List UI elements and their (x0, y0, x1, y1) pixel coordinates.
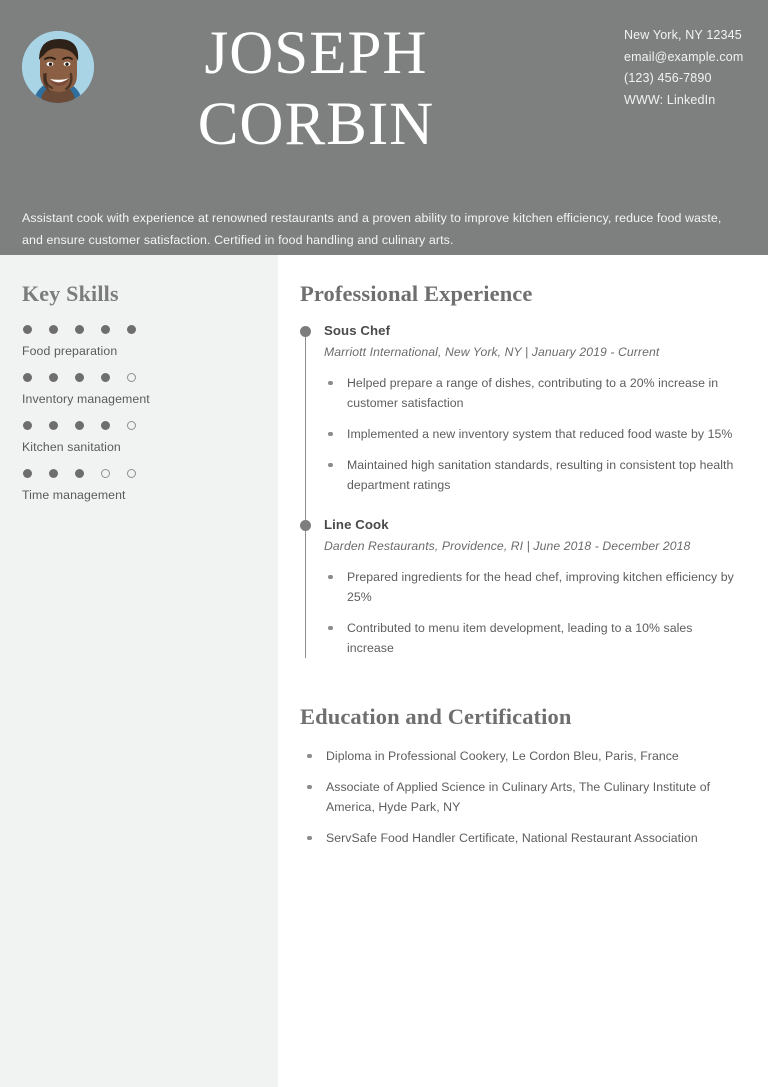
job-bullet: Prepared ingredients for the head chef, improving kitchen efficiency by 25% (324, 567, 742, 607)
education-item: Diploma in Professional Cookery, Le Cordon Bleu, Paris, France (303, 746, 742, 766)
education-item: Associate of Applied Science in Culinary Arts, The Culinary Institute of America, Hyde Park, NY (303, 777, 742, 817)
job-title: Sous Chef (324, 323, 391, 338)
rating-dot-filled (75, 325, 84, 334)
rating-dot-filled (75, 373, 84, 382)
skill-item (22, 469, 256, 504)
job-meta: Darden Restaurants, Providence, RI | June 2018 - December 2018 (324, 539, 691, 553)
rating-dot-filled (23, 325, 32, 334)
contact-address: New York, NY 12345 (624, 28, 742, 42)
rating-dot-filled (23, 469, 32, 478)
main-content (278, 255, 768, 1087)
rating-dot-filled (23, 373, 32, 382)
rating-dot-filled (127, 325, 136, 334)
rating-dot-filled (49, 469, 58, 478)
contact-email[interactable]: email@example.com (624, 49, 744, 64)
contact-website[interactable]: WWW: LinkedIn (624, 92, 716, 107)
education-list (300, 746, 742, 848)
rating-dot-filled (101, 373, 110, 382)
job-bullet: Contributed to menu item development, leading to a 10% sales increase (324, 618, 742, 658)
job-bullet: Maintained high sanitation standards, resulting in consistent top health department ratings (324, 455, 742, 495)
skill-label: Time management (22, 488, 126, 502)
education-section (300, 704, 742, 848)
skill-label: Kitchen sanitation (22, 440, 121, 454)
rating-dot-empty (127, 469, 136, 478)
contact-block (514, 25, 744, 111)
skill-rating-dots (22, 469, 256, 478)
resume-header (0, 0, 768, 255)
rating-dot-empty (127, 373, 136, 382)
timeline-marker-icon (300, 520, 311, 531)
job-bullet-list (324, 567, 742, 658)
rating-dot-empty (101, 469, 110, 478)
education-heading: Education and Certification (300, 704, 572, 729)
skill-item (22, 421, 256, 456)
job-title: Line Cook (324, 517, 389, 532)
rating-dot-filled (49, 373, 58, 382)
last-name: CORBIN (197, 91, 435, 158)
rating-dot-empty (127, 421, 136, 430)
rating-dot-filled (75, 421, 84, 430)
education-item: ServSafe Food Handler Certificate, National Restaurant Association (303, 828, 742, 848)
name-block (106, 18, 526, 160)
skill-label: Inventory management (22, 392, 150, 406)
job-meta: Marriott International, New York, NY | January 2019 - Current (324, 345, 660, 359)
skill-rating-dots (22, 421, 256, 430)
experience-timeline (300, 323, 742, 658)
skill-item (22, 373, 256, 408)
sidebar (0, 255, 278, 1087)
experience-heading: Professional Experience (300, 281, 533, 306)
skill-label: Food preparation (22, 344, 118, 358)
timeline-rail (305, 332, 307, 658)
contact-phone[interactable]: (123) 456-7890 (624, 71, 712, 85)
avatar (22, 31, 94, 103)
rating-dot-filled (75, 469, 84, 478)
header-top-row (0, 0, 768, 190)
experience-entry (324, 517, 742, 658)
professional-summary: Assistant cook with experience at renowned restaurants and a proven ability to improve kitchen efficiency, reduce food waste, and ensure customer satisfaction. Certified in food handling and culinary arts. (22, 211, 722, 247)
job-bullet-list (324, 373, 742, 495)
rating-dot-filled (101, 325, 110, 334)
rating-dot-filled (49, 325, 58, 334)
profile-photo-icon (22, 31, 94, 103)
skill-rating-dots (22, 373, 256, 382)
rating-dot-filled (23, 421, 32, 430)
skill-rating-dots (22, 325, 256, 334)
first-name: JOSEPH (204, 20, 428, 87)
skill-item (22, 325, 256, 360)
timeline-marker-icon (300, 326, 311, 337)
job-bullet: Helped prepare a range of dishes, contributing to a 20% increase in customer satisfaction (324, 373, 742, 413)
rating-dot-filled (101, 421, 110, 430)
key-skills-heading: Key Skills (22, 281, 119, 306)
rating-dot-filled (49, 421, 58, 430)
job-bullet: Implemented a new inventory system that reduced food waste by 15% (324, 424, 742, 444)
experience-entry (324, 323, 742, 495)
